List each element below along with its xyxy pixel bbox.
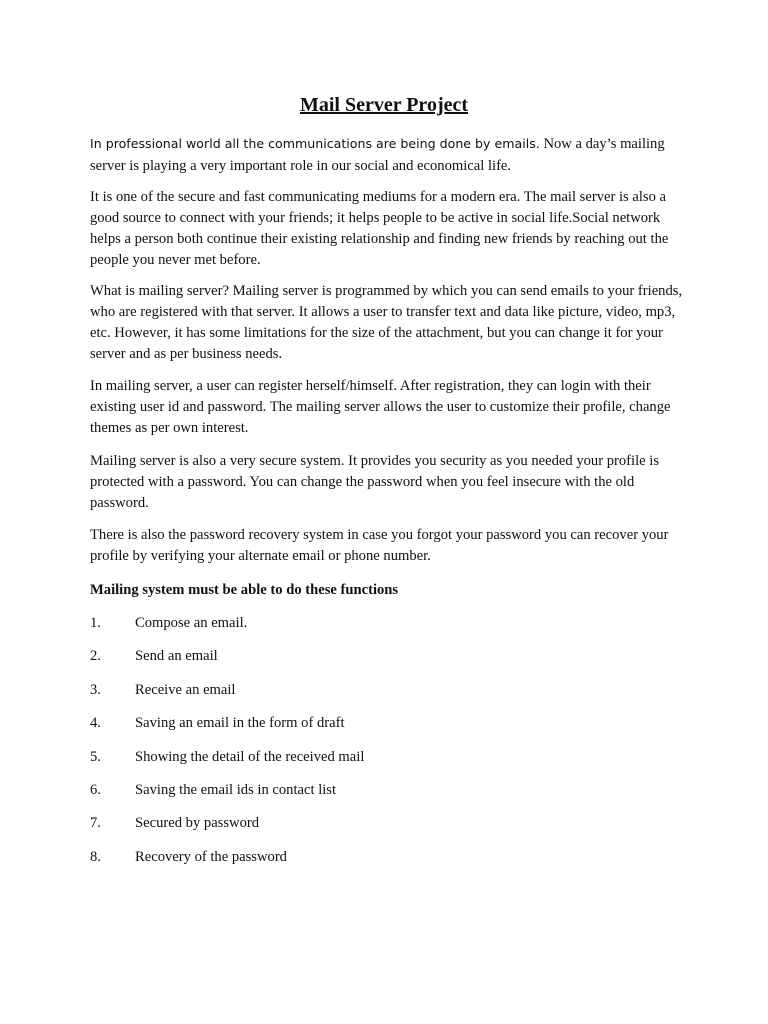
list-item [90,847,690,880]
paragraph-intro-part-a: In professional world all the communications are being done by emails. [90,136,540,151]
list-item-text: Saving an email in the form of draft [135,715,345,732]
list-item-number: 2. [90,648,101,665]
list-item [90,747,690,780]
list-item-text: Send an email [135,648,218,665]
functions-list [90,613,690,880]
list-item-text: Recovery of the password [135,848,287,865]
list-item-number: 8. [90,848,101,865]
list-item-number: 3. [90,681,101,698]
list-item-number: 1. [90,615,101,631]
list-item-number: 4. [90,715,101,732]
list-item [90,680,690,713]
list-item-text: Receive an email [135,681,236,698]
list-item-text: Secured by password [135,815,260,832]
functions-heading: Mailing system must be able to do these functions [90,582,399,598]
list-item-number: 5. [90,748,101,765]
paragraph-intro [90,133,690,177]
paragraph-secure-mediums: It is one of the secure and fast communicating mediums for a modern era. The mail server is also a good source to connect with your friends; it helps people to be active in social life.Social network helps a person both continue their existing relationship and finding new friends by reaching out the people you never met before. [90,189,669,268]
document-title: Mail Server Project [299,94,469,116]
list-item-text: Showing the detail of the received mail [135,748,365,765]
paragraph-intro-part-b: Now a day’s mailing server is playing a very important role in our social and economical life. [90,136,665,174]
list-item-number: 6. [90,781,101,798]
list-item-number: 7. [90,815,101,832]
list-item [90,780,690,813]
list-item-text: Saving the email ids in contact list [135,781,337,798]
list-item [90,713,690,746]
list-item [90,613,690,646]
list-item [90,813,690,846]
paragraph-password-recovery: There is also the password recovery system in case you forgot your password you can recover your profile by verifying your alternate email or phone number. [90,527,669,564]
list-item-text: Compose an email. [135,615,248,631]
list-item [90,646,690,679]
paragraph-security: Mailing server is also a very secure system. It provides you security as you needed your profile is protected with a password. You can change the password when you feel insecure with the old password. [90,453,660,511]
paragraph-what-is-mailing-server: What is mailing server? Mailing server is programmed by which you can send emails to your friends, who are registered with that server. It allows a user to transfer text and data like picture, video, mp3, etc. However, it has some limitations for the size of the attachment, but you can change it for your server and as per business needs. [90,283,683,362]
paragraph-registration: In mailing server, a user can register herself/himself. After registration, they can login with their existing user id and password. The mailing server allows the user to customize their profile, change themes as per own interest. [90,378,671,436]
